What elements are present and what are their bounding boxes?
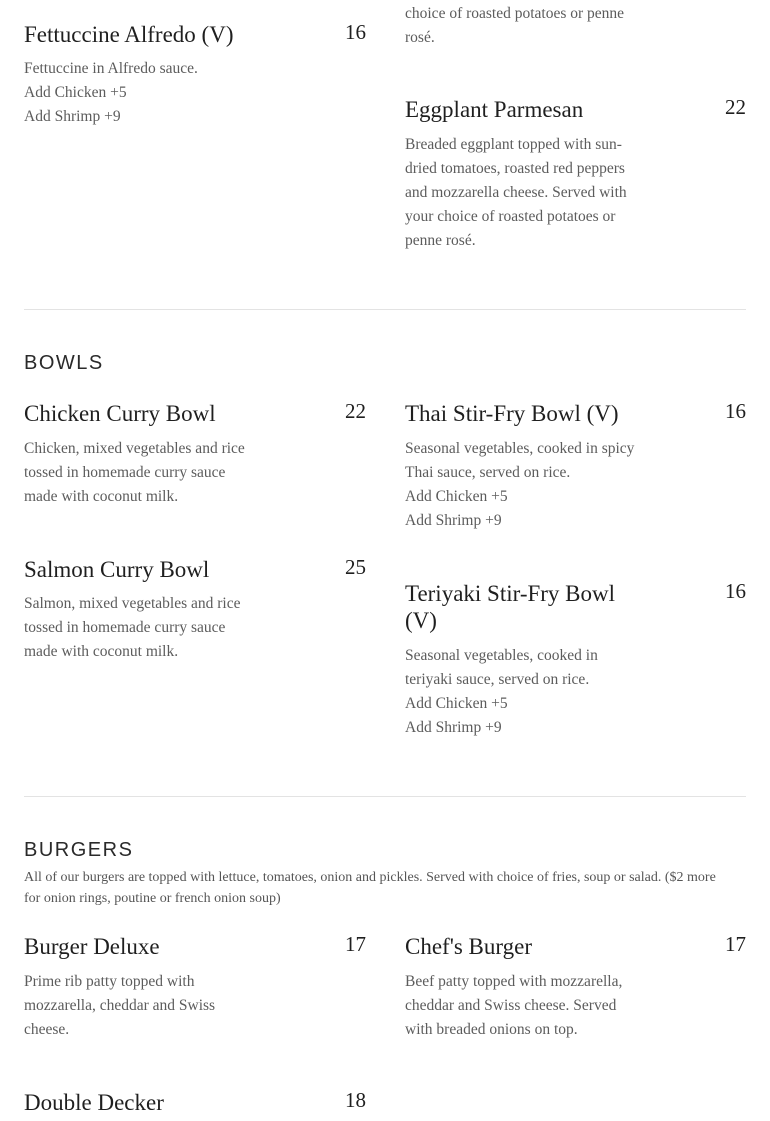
- item-name-chefs-burger: Chef's Burger: [405, 934, 533, 959]
- item-desc-fettuccine-alfredo: Fettuccine in Alfredo sauce. Add Chicken +5 Add Shrimp +9: [24, 60, 198, 125]
- item-name-double-decker: Double Decker: [24, 1090, 164, 1115]
- item-price-eggplant-parmesan: 22: [725, 95, 746, 119]
- item-name-eggplant-parmesan: Eggplant Parmesan: [405, 97, 584, 122]
- item-name-salmon-curry-bowl: Salmon Curry Bowl: [24, 557, 210, 582]
- item-name-chicken-curry-bowl: Chicken Curry Bowl: [24, 401, 216, 426]
- item-price-teriyaki-stir-fry-bowl: 16: [725, 579, 746, 603]
- item-name-fettuccine-alfredo: Fettuccine Alfredo (V): [24, 22, 234, 47]
- section-divider: [24, 796, 746, 797]
- item-desc-eggplant-parmesan: Breaded eggplant topped with sun- dried tomatoes, roasted red peppers and mozzarella cheese. Served with your choice of roasted potatoes or penne rosé.: [405, 136, 627, 249]
- item-price-fettuccine-alfredo: 16: [345, 20, 366, 44]
- section-title-burgers: BURGERS: [24, 839, 134, 861]
- section-divider: [24, 309, 746, 310]
- item-name-burger-deluxe: Burger Deluxe: [24, 934, 160, 959]
- item-desc-salmon-curry-bowl: Salmon, mixed vegetables and rice tossed in homemade curry sauce made with coconut milk.: [24, 595, 241, 660]
- item-desc-burger-deluxe: Prime rib patty topped with mozzarella, cheddar and Swiss cheese.: [24, 973, 216, 1038]
- item-name-thai-stir-fry-bowl: Thai Stir-Fry Bowl (V): [405, 401, 619, 426]
- item-desc-chefs-burger: Beef patty topped with mozzarella, cheddar and Swiss cheese. Served with breaded onions on top.: [405, 973, 623, 1038]
- item-price-thai-stir-fry-bowl: 16: [725, 399, 746, 423]
- item-desc-previous-tail: choice of roasted potatoes or penne rosé.: [405, 5, 625, 46]
- section-note-burgers: All of our burgers are topped with lettuce, tomatoes, onion and pickles. Served with choice of fries, soup or salad. ($2 more for onion rings, poutine or french onion soup): [24, 870, 716, 906]
- item-name-teriyaki-stir-fry-bowl: Teriyaki Stir-Fry Bowl (V): [405, 581, 616, 633]
- item-price-double-decker: 18: [345, 1088, 366, 1112]
- item-desc-teriyaki-stir-fry-bowl: Seasonal vegetables, cooked in teriyaki sauce, served on rice. Add Chicken +5 Add Shrimp +9: [405, 647, 598, 736]
- item-price-salmon-curry-bowl: 25: [345, 555, 366, 579]
- item-price-chicken-curry-bowl: 22: [345, 399, 366, 423]
- item-desc-thai-stir-fry-bowl: Seasonal vegetables, cooked in spicy Thai sauce, served on rice. Add Chicken +5 Add Shrimp +9: [405, 440, 635, 529]
- item-price-chefs-burger: 17: [725, 932, 746, 956]
- item-price-burger-deluxe: 17: [345, 932, 366, 956]
- item-desc-chicken-curry-bowl: Chicken, mixed vegetables and rice tossed in homemade curry sauce made with coconut milk.: [24, 440, 245, 505]
- section-title-bowls: BOWLS: [24, 352, 104, 374]
